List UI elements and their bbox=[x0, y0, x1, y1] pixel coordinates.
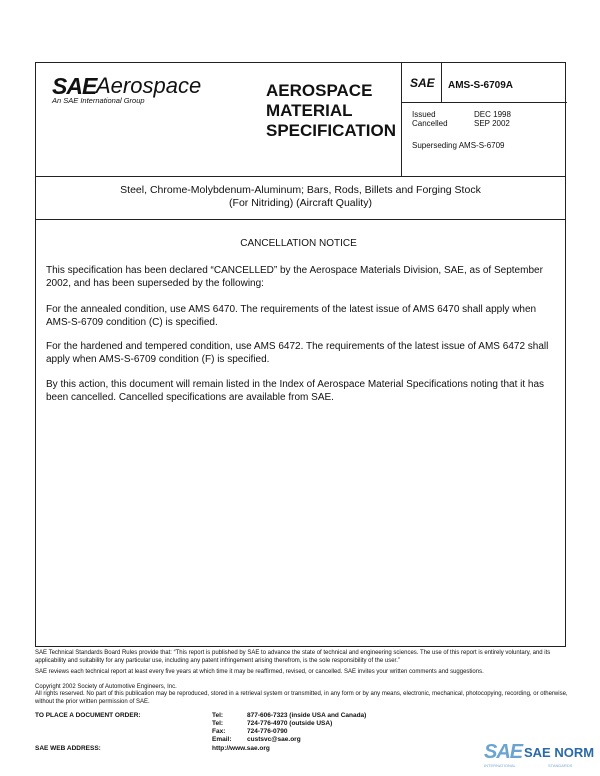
title-line-3: SPECIFICATION bbox=[266, 121, 397, 140]
issued-date: DEC 1998 bbox=[474, 110, 511, 119]
contact-label-1: Tel: bbox=[212, 712, 224, 719]
contact-value-3: 724-776-0790 bbox=[247, 728, 288, 735]
logo-aerospace: Aerospace bbox=[96, 73, 202, 98]
subject bbox=[36, 176, 565, 220]
order-label: TO PLACE A DOCUMENT ORDER: bbox=[35, 712, 141, 719]
superseding: Superseding AMS-S-6709 bbox=[412, 141, 505, 150]
paragraph-2: For the annealed condition, use AMS 6470. The requirements of the latest issue of AMS 6470 shall apply when AMS-S-6709 condition (C) is specified. bbox=[46, 304, 537, 328]
spec-title bbox=[266, 81, 396, 141]
contact-value-2: 724-776-4970 (outside USA) bbox=[247, 720, 333, 727]
doc-number: AMS-S-6709A bbox=[448, 80, 514, 91]
title-line-2: MATERIAL bbox=[266, 101, 353, 120]
contact-label-2: Tel: bbox=[212, 720, 224, 727]
subject-line-2: (For Nitriding) (Aircraft Quality) bbox=[229, 197, 372, 209]
watermark-sub-right: STANDARDS bbox=[548, 763, 573, 768]
paragraph-4: By this action, this document will remain listed in the Index of Aerospace Material Specifications noting that it has been cancelled. Cancelled specifications are available from SAE. bbox=[46, 379, 545, 403]
logo-tagline: An SAE International Group bbox=[52, 96, 145, 105]
sae-mini-mark: SAE bbox=[410, 76, 435, 90]
footer-copyright: Copyright 2002 Society of Automotive Engineers, Inc. bbox=[35, 684, 177, 690]
watermark-sae-mark: SAE bbox=[484, 741, 523, 763]
cancelled-date: SEP 2002 bbox=[474, 119, 510, 128]
title-line-1: AEROSPACE bbox=[266, 81, 373, 100]
watermark-sub-left: INTERNATIONAL bbox=[484, 763, 516, 768]
contact-value-4: custsvc@sae.org bbox=[247, 736, 301, 743]
title-area bbox=[258, 63, 401, 176]
contact-value-1: 877-606-7323 (inside USA and Canada) bbox=[247, 712, 367, 719]
footer-rights: All rights reserved. No part of this publication may be reproduced, stored in a retrieval system or transmitted, in any form or by any means, electronic, mechanical, photocopying, recording, or otherwise, without the prior written permission of SAE. bbox=[35, 691, 568, 705]
logo-area bbox=[36, 63, 258, 176]
footer-rules: SAE Technical Standards Board Rules provide that: “This report is published by SAE to advance the state of technical and engineering sciences. The use of this report is entirely voluntary, and its applicability and suitability for any particular use, including any patent infringement arising therefrom, is the sole responsibility of the user.” bbox=[35, 650, 551, 664]
paragraph-1: This specification has been declared “CANCELLED” by the Aerospace Materials Division, SAE, as of September 2002, and has been superseded by the following: bbox=[46, 265, 543, 289]
logo-sae: SAE bbox=[52, 73, 97, 99]
contact-label-3: Fax: bbox=[212, 728, 226, 735]
watermark-text: SAE NORM bbox=[524, 745, 595, 760]
notice-title: CANCELLATION NOTICE bbox=[240, 238, 357, 249]
id-divider bbox=[441, 63, 442, 103]
paragraph-3: For the hardened and tempered condition, use AMS 6472. The requirements of the latest issue of AMS 6472 shall apply when AMS-S-6709 condition (F) is specified. bbox=[46, 341, 549, 365]
subject-line-1: Steel, Chrome-Molybdenum-Aluminum; Bars, Rods, Billets and Forging Stock bbox=[120, 184, 481, 196]
issued-label: Issued bbox=[412, 110, 436, 119]
contact-label-4: Email: bbox=[212, 736, 232, 743]
web-address[interactable]: http://www.sae.org bbox=[212, 745, 270, 752]
web-label: SAE WEB ADDRESS: bbox=[35, 745, 101, 752]
cancelled-label: Cancelled bbox=[412, 119, 448, 128]
footer-review: SAE reviews each technical report at least every five years at which time it may be reaffirmed, revised, or cancelled. SAE invites your written comments and suggestions. bbox=[35, 669, 484, 675]
